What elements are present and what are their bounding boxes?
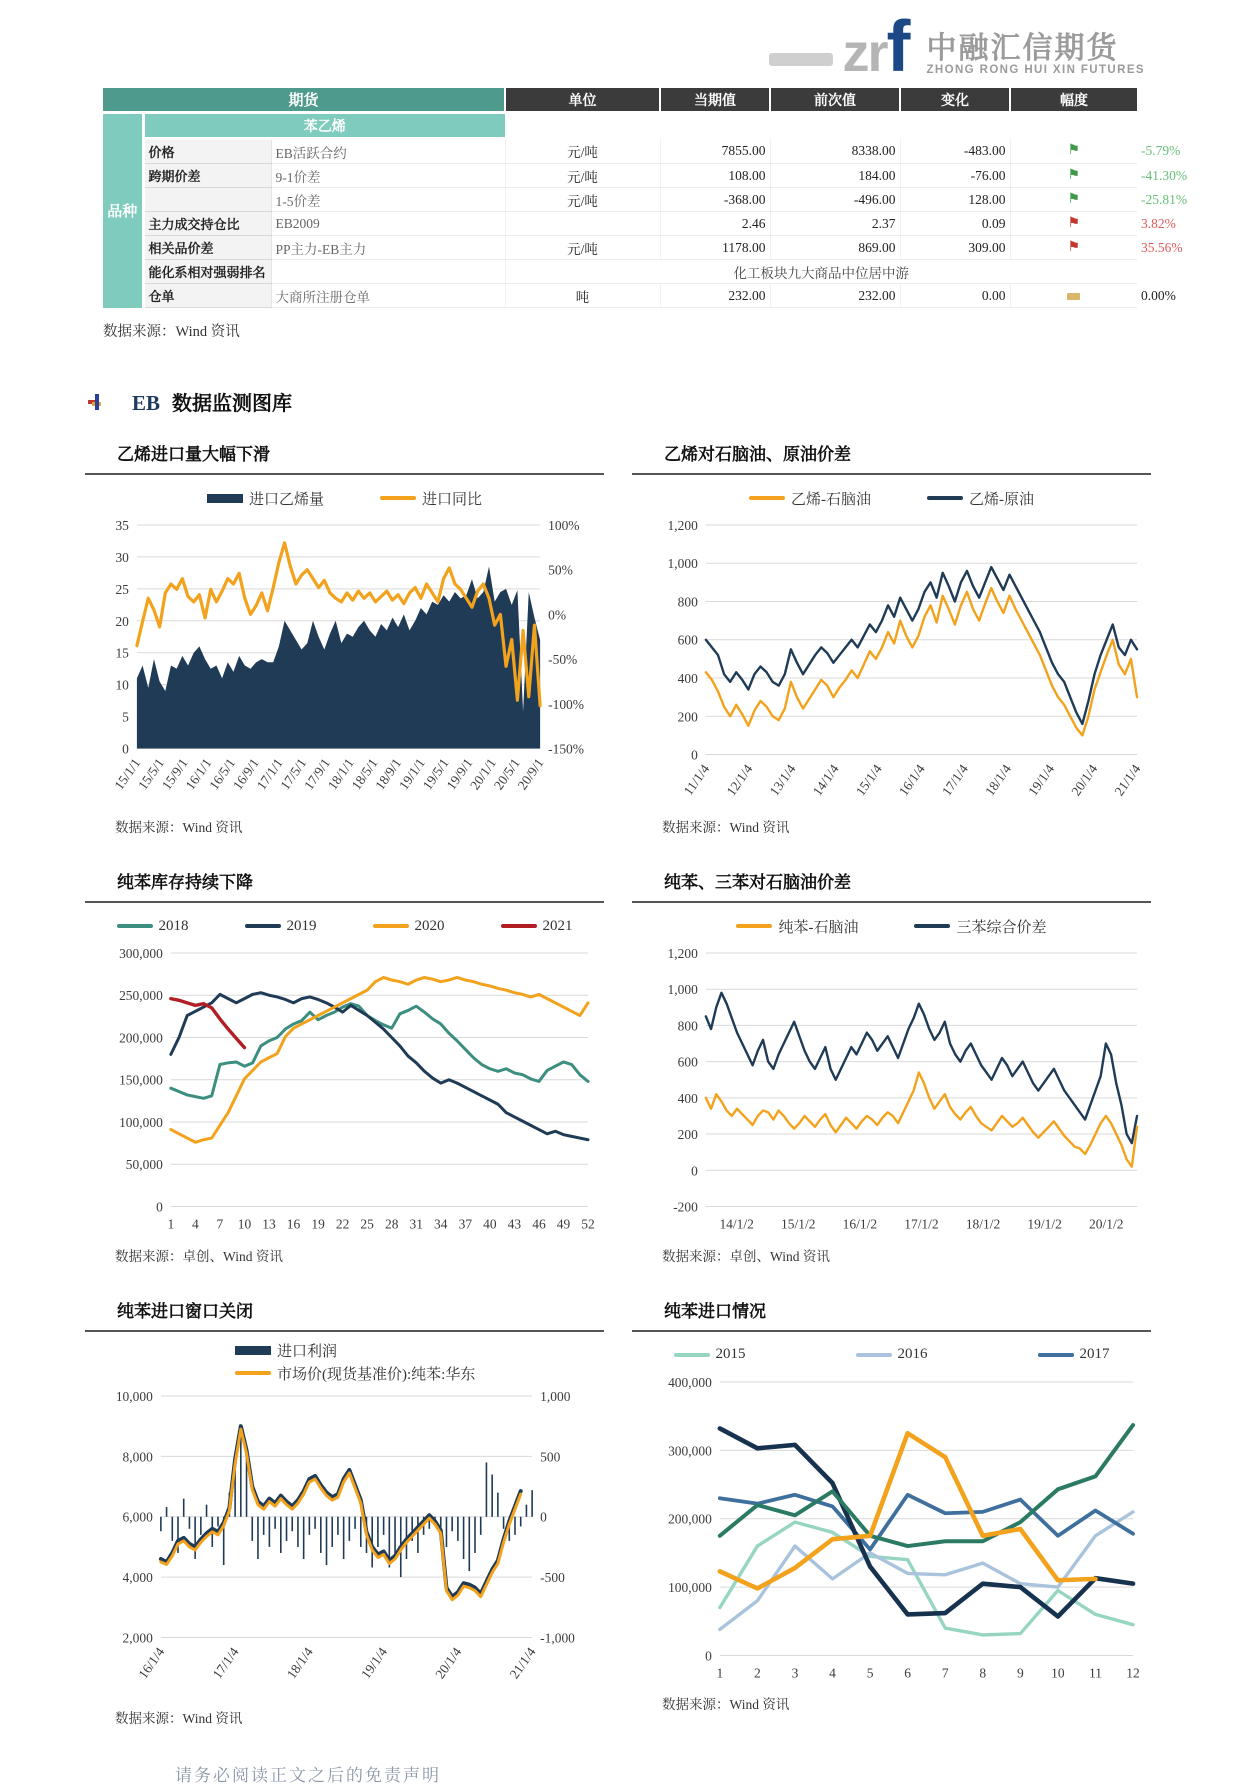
logo-bar-decoration xyxy=(769,53,833,66)
svg-text:0: 0 xyxy=(122,741,129,757)
svg-text:15/5/1: 15/5/1 xyxy=(135,755,168,793)
flag-icon: ⚑ xyxy=(1067,240,1081,255)
chart-canvas xyxy=(632,1370,1151,1689)
svg-text:8: 8 xyxy=(979,1665,987,1681)
chart-plot xyxy=(85,513,604,812)
svg-text:1: 1 xyxy=(167,1216,175,1232)
flag-icon: ⚑ xyxy=(1067,216,1081,231)
svg-text:18/9/1: 18/9/1 xyxy=(372,755,405,793)
svg-text:200,000: 200,000 xyxy=(119,1030,163,1046)
svg-text:200: 200 xyxy=(677,1127,698,1143)
row-unit: 元/吨 xyxy=(505,236,660,260)
row-change: -76.00 xyxy=(900,164,1010,188)
row-span-value: 化工板块九大商品中位居中游 xyxy=(505,260,1137,284)
company-name: 中融汇信期货 xyxy=(926,31,1119,65)
svg-text:9: 9 xyxy=(1016,1665,1024,1681)
svg-text:-150%: -150% xyxy=(548,741,585,757)
row-attr: 跨期价差 xyxy=(143,164,271,188)
svg-text:100,000: 100,000 xyxy=(119,1115,163,1131)
svg-text:15/9/1: 15/9/1 xyxy=(158,755,191,793)
legend-item xyxy=(235,1363,475,1384)
row-sub: PP主力-EB主力 xyxy=(271,236,505,260)
svg-text:1: 1 xyxy=(716,1665,724,1681)
row-unit xyxy=(505,212,660,236)
row-previous: 869.00 xyxy=(770,236,900,260)
legend-label: 市场价(现货基准价):纯苯:华东 xyxy=(277,1366,476,1383)
chart-canvas xyxy=(632,941,1151,1240)
legend-label: 2017 xyxy=(1079,1346,1110,1363)
logo-letters xyxy=(842,7,911,87)
futures-quote-table xyxy=(103,88,1188,308)
svg-text:-200: -200 xyxy=(673,1199,698,1215)
chart-plot xyxy=(632,941,1151,1240)
chart-canvas xyxy=(85,513,604,812)
col-header-previous: 前次值 xyxy=(770,88,900,113)
table-row-banner xyxy=(103,113,1137,139)
legend-label: 2021 xyxy=(542,917,573,934)
chart-block-benzene-imports xyxy=(632,1289,1151,1727)
row-change: 0.00 xyxy=(900,284,1010,308)
row-attr: 价格 xyxy=(143,139,271,164)
chart-legend xyxy=(85,483,604,513)
data-source: 数据来源：Wind 资讯 xyxy=(103,324,240,340)
legend-swatch-icon xyxy=(914,924,950,928)
col-header-range: 幅度 xyxy=(1010,88,1137,113)
svg-text:1,000: 1,000 xyxy=(540,1388,571,1404)
company-logo xyxy=(769,7,1146,87)
row-current: 232.00 xyxy=(660,284,770,308)
svg-text:18/1/2: 18/1/2 xyxy=(965,1216,1001,1232)
svg-text:-50%: -50% xyxy=(548,652,578,668)
divider xyxy=(632,473,1151,475)
legend-swatch-icon xyxy=(373,924,409,928)
legend-swatch-icon xyxy=(380,496,416,500)
legend-swatch-icon xyxy=(117,924,153,928)
svg-text:2: 2 xyxy=(754,1665,761,1681)
svg-text:25: 25 xyxy=(360,1216,374,1232)
svg-text:6: 6 xyxy=(904,1665,912,1681)
legend-item xyxy=(207,488,324,509)
divider xyxy=(632,901,1151,903)
svg-text:50,000: 50,000 xyxy=(125,1157,163,1173)
flag-icon: ⚑ xyxy=(1067,168,1081,183)
svg-text:17/9/1: 17/9/1 xyxy=(301,755,334,793)
svg-text:16/1/4: 16/1/4 xyxy=(895,761,928,799)
col-header-current: 当期值 xyxy=(660,88,770,113)
row-change: 0.09 xyxy=(900,212,1010,236)
charts-grid xyxy=(85,432,1151,1727)
svg-text:5: 5 xyxy=(122,709,129,725)
svg-text:2,000: 2,000 xyxy=(122,1630,153,1646)
svg-text:12/1/4: 12/1/4 xyxy=(723,761,756,799)
chart-legend xyxy=(235,1340,604,1384)
legend-label: 乙烯-原油 xyxy=(969,491,1034,508)
svg-text:600: 600 xyxy=(677,1055,698,1071)
row-current: -368.00 xyxy=(660,188,770,212)
svg-text:18/1/4: 18/1/4 xyxy=(283,1644,316,1682)
section-title xyxy=(132,387,292,416)
table-row: 相关品价差 PP主力-EB主力 元/吨 1178.00 869.00 309.00 ⚑ 35.56% xyxy=(103,236,1137,260)
legend-label: 三苯综合价差 xyxy=(956,919,1047,936)
row-sub: 1-5价差 xyxy=(271,188,505,212)
row-attr xyxy=(143,188,271,212)
legend-label: 2018 xyxy=(158,917,189,934)
chart-legend xyxy=(632,483,1151,513)
svg-text:800: 800 xyxy=(677,1018,698,1034)
chart-canvas xyxy=(85,941,604,1240)
svg-text:0: 0 xyxy=(691,747,698,763)
svg-text:19/1/4: 19/1/4 xyxy=(358,1644,391,1682)
svg-text:3: 3 xyxy=(791,1665,799,1681)
row-change: 128.00 xyxy=(900,188,1010,212)
svg-text:8,000: 8,000 xyxy=(122,1449,153,1465)
svg-text:150,000: 150,000 xyxy=(119,1073,163,1089)
svg-text:-100%: -100% xyxy=(548,696,585,712)
svg-text:16/1/4: 16/1/4 xyxy=(135,1644,168,1682)
row-current: 1178.00 xyxy=(660,236,770,260)
chart-legend xyxy=(85,911,604,941)
legend-swatch-icon xyxy=(501,924,537,928)
svg-text:400: 400 xyxy=(677,1091,698,1107)
row-current: 2.46 xyxy=(660,212,770,236)
section-title-cn: 数据监测图库 xyxy=(172,393,293,415)
row-unit: 吨 xyxy=(505,284,660,308)
legend-label: 2015 xyxy=(715,1346,746,1363)
row-unit: 元/吨 xyxy=(505,139,660,164)
svg-text:16/5/1: 16/5/1 xyxy=(206,755,239,793)
svg-text:19/1/1: 19/1/1 xyxy=(395,755,428,793)
svg-text:10: 10 xyxy=(115,677,129,693)
svg-text:200,000: 200,000 xyxy=(668,1511,712,1527)
row-previous: 8338.00 xyxy=(770,139,900,164)
svg-text:14/1/2: 14/1/2 xyxy=(719,1216,754,1232)
table-row: 主力成交持仓比 EB2009 2.46 2.37 0.09 ⚑ 3.82% xyxy=(103,212,1137,236)
logo-zr-text: zr xyxy=(842,23,887,83)
svg-text:0: 0 xyxy=(705,1648,712,1664)
svg-text:-1,000: -1,000 xyxy=(540,1630,575,1646)
chart-title: 乙烯进口量大幅下滑 xyxy=(117,445,270,464)
chart-block-benzene-spread xyxy=(632,860,1151,1264)
col-header-unit: 单位 xyxy=(505,88,660,113)
chart-canvas xyxy=(632,513,1151,812)
svg-text:1,200: 1,200 xyxy=(667,946,698,962)
chart-plot xyxy=(632,1370,1151,1689)
row-previous: 2.37 xyxy=(770,212,900,236)
row-sub: EB活跃合约 xyxy=(271,139,505,164)
svg-text:37: 37 xyxy=(458,1216,473,1232)
legend-item xyxy=(856,1346,928,1363)
chart-legend xyxy=(632,911,1151,941)
divider xyxy=(85,901,604,903)
svg-text:19/1/4: 19/1/4 xyxy=(1025,761,1058,799)
legend-swatch-icon xyxy=(749,496,785,500)
chart-plot xyxy=(632,513,1151,812)
svg-text:0: 0 xyxy=(156,1199,163,1215)
row-change: -483.00 xyxy=(900,139,1010,164)
svg-text:17/1/1: 17/1/1 xyxy=(253,755,286,793)
svg-text:13: 13 xyxy=(262,1216,276,1232)
svg-text:4: 4 xyxy=(192,1216,199,1232)
svg-text:17/1/2: 17/1/2 xyxy=(904,1216,939,1232)
chart-plot xyxy=(85,941,604,1240)
legend-label: 进口乙烯量 xyxy=(248,491,324,508)
chart-plot xyxy=(85,1384,604,1703)
legend-item xyxy=(245,918,317,935)
svg-text:4,000: 4,000 xyxy=(122,1569,153,1585)
svg-text:43: 43 xyxy=(507,1216,522,1232)
svg-text:5: 5 xyxy=(866,1665,874,1681)
legend-label: 乙烯-石脑油 xyxy=(791,491,871,508)
svg-text:300,000: 300,000 xyxy=(668,1443,712,1459)
legend-item xyxy=(1038,1346,1110,1363)
legend-swatch-icon xyxy=(207,494,243,503)
section-title-en: EB xyxy=(132,391,161,415)
svg-text:400: 400 xyxy=(677,671,698,687)
svg-text:15: 15 xyxy=(115,645,129,661)
legend-item xyxy=(914,916,1046,937)
svg-text:20/1/2: 20/1/2 xyxy=(1089,1216,1124,1232)
legend-swatch-icon xyxy=(674,1353,710,1357)
svg-text:250,000: 250,000 xyxy=(119,988,163,1004)
legend-label: 2020 xyxy=(414,917,445,934)
table-row: 仓单 大商所注册仓单 吨 232.00 232.00 0.00 0.00% xyxy=(103,284,1137,308)
svg-text:10,000: 10,000 xyxy=(115,1388,153,1404)
data-source: 数据来源：Wind 资讯 xyxy=(662,820,790,836)
row-previous: -496.00 xyxy=(770,188,900,212)
legend-item xyxy=(380,488,482,509)
table-row: 价格 EB活跃合约 元/吨 7855.00 8338.00 -483.00 ⚑ -5.79% xyxy=(103,139,1137,164)
svg-text:28: 28 xyxy=(384,1216,399,1232)
legend-item xyxy=(117,918,189,935)
svg-text:16: 16 xyxy=(286,1216,301,1232)
divider xyxy=(85,1330,604,1332)
svg-text:0%: 0% xyxy=(548,607,567,623)
row-attr: 仓单 xyxy=(143,284,271,308)
data-source: 数据来源：Wind 资讯 xyxy=(115,820,243,836)
legend-item xyxy=(674,1346,746,1363)
flag-icon xyxy=(1067,293,1080,300)
divider xyxy=(85,473,604,475)
svg-text:52: 52 xyxy=(581,1216,595,1232)
svg-text:1,200: 1,200 xyxy=(667,517,698,533)
svg-text:600: 600 xyxy=(677,632,698,648)
row-previous: 232.00 xyxy=(770,284,900,308)
svg-text:15/1/2: 15/1/2 xyxy=(781,1216,816,1232)
svg-text:300,000: 300,000 xyxy=(119,946,163,962)
svg-text:19/5/1: 19/5/1 xyxy=(419,755,452,793)
svg-text:16/9/1: 16/9/1 xyxy=(229,755,262,793)
legend-label: 进口利润 xyxy=(277,1343,338,1360)
chart-block-ethylene-spread xyxy=(632,432,1151,836)
svg-text:50%: 50% xyxy=(548,562,573,578)
svg-text:25: 25 xyxy=(115,581,129,597)
svg-text:10: 10 xyxy=(1051,1665,1065,1681)
row-current: 7855.00 xyxy=(660,139,770,164)
table-row-rank xyxy=(103,260,1137,284)
legend-swatch-icon xyxy=(1038,1353,1074,1357)
flag-icon: ⚑ xyxy=(1067,192,1081,207)
data-source: 数据来源：卓创、Wind 资讯 xyxy=(115,1248,283,1264)
legend-label: 2019 xyxy=(286,917,317,934)
svg-text:15/1/4: 15/1/4 xyxy=(852,761,885,799)
svg-text:400,000: 400,000 xyxy=(668,1374,712,1390)
svg-text:15/1/1: 15/1/1 xyxy=(111,755,144,793)
category-cell: 品种 xyxy=(103,113,143,308)
row-attr: 相关品价差 xyxy=(143,236,271,260)
svg-text:7: 7 xyxy=(941,1665,949,1681)
svg-text:49: 49 xyxy=(556,1216,571,1232)
svg-text:20/1/1: 20/1/1 xyxy=(467,755,500,793)
svg-text:20/1/4: 20/1/4 xyxy=(432,1644,465,1682)
chart-canvas xyxy=(85,1384,604,1703)
svg-text:20/5/1: 20/5/1 xyxy=(490,755,523,793)
svg-text:800: 800 xyxy=(677,594,698,610)
legend-item xyxy=(927,488,1034,509)
table-row: 1-5价差 元/吨 -368.00 -496.00 128.00 ⚑ -25.81% xyxy=(103,188,1137,212)
chart-block-import-window xyxy=(85,1289,604,1727)
row-attr: 能化系相对强弱排名 xyxy=(143,260,271,284)
row-attr: 主力成交持仓比 xyxy=(143,212,271,236)
svg-text:34: 34 xyxy=(434,1216,448,1232)
row-sub xyxy=(271,260,505,284)
svg-text:40: 40 xyxy=(483,1216,497,1232)
svg-text:17/1/4: 17/1/4 xyxy=(938,761,972,799)
svg-text:35: 35 xyxy=(115,517,129,533)
data-source: 数据来源：卓创、Wind 资讯 xyxy=(662,1248,830,1264)
legend-item xyxy=(749,488,871,509)
svg-text:14/1/4: 14/1/4 xyxy=(809,761,842,799)
legend-swatch-icon xyxy=(235,1371,271,1375)
section-header xyxy=(88,387,1240,416)
svg-text:500: 500 xyxy=(540,1449,561,1465)
chart-title: 纯苯、三苯对石脑油价差 xyxy=(664,873,851,893)
legend-swatch-icon xyxy=(927,496,963,500)
svg-text:10: 10 xyxy=(237,1216,252,1232)
data-source: 数据来源：Wind 资讯 xyxy=(662,1697,790,1713)
row-change: 309.00 xyxy=(900,236,1010,260)
svg-text:16/1/2: 16/1/2 xyxy=(842,1216,878,1232)
product-banner: 苯乙烯 xyxy=(143,113,505,139)
svg-text:12: 12 xyxy=(1126,1665,1140,1681)
svg-text:1,000: 1,000 xyxy=(667,556,698,572)
svg-text:17/5/1: 17/5/1 xyxy=(277,755,310,793)
svg-text:100%: 100% xyxy=(548,517,580,533)
legend-label: 纯苯-石脑油 xyxy=(778,919,859,936)
legend-swatch-icon xyxy=(245,924,281,928)
divider xyxy=(632,1330,1151,1332)
legend-item xyxy=(235,1340,337,1361)
svg-text:6,000: 6,000 xyxy=(122,1509,153,1525)
flag-icon: ⚑ xyxy=(1067,143,1081,159)
legend-label: 2016 xyxy=(897,1346,928,1363)
chart-block-benzene-inventory xyxy=(85,860,604,1264)
chart-title: 纯苯进口窗口关闭 xyxy=(117,1301,253,1321)
svg-text:13/1/4: 13/1/4 xyxy=(766,761,799,799)
disclaimer-text: 请务必阅读正文之后的免责声明 xyxy=(175,1766,441,1786)
legend-label: 进口同比 xyxy=(422,491,483,508)
row-unit: 元/吨 xyxy=(505,164,660,188)
table-row: 跨期价差 9-1价差 元/吨 108.00 184.00 -76.00 ⚑ -41.30% xyxy=(103,164,1137,188)
svg-text:4: 4 xyxy=(829,1665,836,1681)
svg-text:18/1/1: 18/1/1 xyxy=(324,755,357,793)
chart-block-ethylene-imports xyxy=(85,432,604,836)
svg-text:100,000: 100,000 xyxy=(668,1579,712,1595)
svg-text:46: 46 xyxy=(532,1216,546,1232)
svg-text:200: 200 xyxy=(677,709,698,725)
svg-text:20/9/1: 20/9/1 xyxy=(514,755,547,793)
row-previous: 184.00 xyxy=(770,164,900,188)
chart-title: 乙烯对石脑油、原油价差 xyxy=(664,445,851,464)
svg-text:-500: -500 xyxy=(540,1569,565,1585)
svg-text:20/1/4: 20/1/4 xyxy=(1068,761,1101,799)
svg-text:30: 30 xyxy=(115,549,129,565)
row-current: 108.00 xyxy=(660,164,770,188)
svg-text:11/1/4: 11/1/4 xyxy=(680,761,713,799)
row-sub: 9-1价差 xyxy=(271,164,505,188)
svg-text:11: 11 xyxy=(1088,1665,1102,1681)
col-header-change: 变化 xyxy=(900,88,1010,113)
row-sub: 大商所注册仓单 xyxy=(271,284,505,308)
data-source: 数据来源：Wind 资讯 xyxy=(115,1711,243,1727)
svg-text:21/1/4: 21/1/4 xyxy=(1111,761,1144,799)
svg-text:0: 0 xyxy=(691,1163,698,1179)
svg-text:17/1/4: 17/1/4 xyxy=(209,1644,242,1682)
legend-item xyxy=(373,918,445,935)
svg-text:18/1/4: 18/1/4 xyxy=(982,761,1015,799)
chart-title: 纯苯进口情况 xyxy=(664,1301,766,1321)
legend-swatch-icon xyxy=(856,1353,892,1357)
svg-text:31: 31 xyxy=(409,1216,423,1232)
svg-text:22: 22 xyxy=(335,1216,350,1232)
svg-text:7: 7 xyxy=(216,1216,224,1232)
col-header-futures: 期货 xyxy=(103,88,505,113)
svg-text:21/1/4: 21/1/4 xyxy=(506,1644,539,1682)
chart-title: 纯苯库存持续下降 xyxy=(117,873,253,893)
page-header xyxy=(0,0,1240,87)
svg-text:18/5/1: 18/5/1 xyxy=(348,755,381,793)
svg-text:16/1/1: 16/1/1 xyxy=(182,755,215,793)
svg-text:0: 0 xyxy=(540,1509,547,1525)
legend-item xyxy=(501,918,573,935)
chart-legend xyxy=(632,1340,1151,1370)
svg-text:19: 19 xyxy=(311,1216,325,1232)
svg-text:20: 20 xyxy=(115,613,129,629)
row-unit: 元/吨 xyxy=(505,188,660,212)
svg-text:19/1/2: 19/1/2 xyxy=(1027,1216,1062,1232)
legend-item xyxy=(736,916,858,937)
section-marker-icon xyxy=(88,393,106,411)
logo-f-text: f xyxy=(886,7,911,87)
legend-swatch-icon xyxy=(736,924,772,928)
company-name-en: ZHONG RONG HUI XIN FUTURES xyxy=(926,64,1145,76)
svg-text:1,000: 1,000 xyxy=(667,982,698,998)
row-sub: EB2009 xyxy=(271,212,505,236)
svg-text:19/9/1: 19/9/1 xyxy=(443,755,476,793)
legend-swatch-icon xyxy=(235,1346,271,1355)
